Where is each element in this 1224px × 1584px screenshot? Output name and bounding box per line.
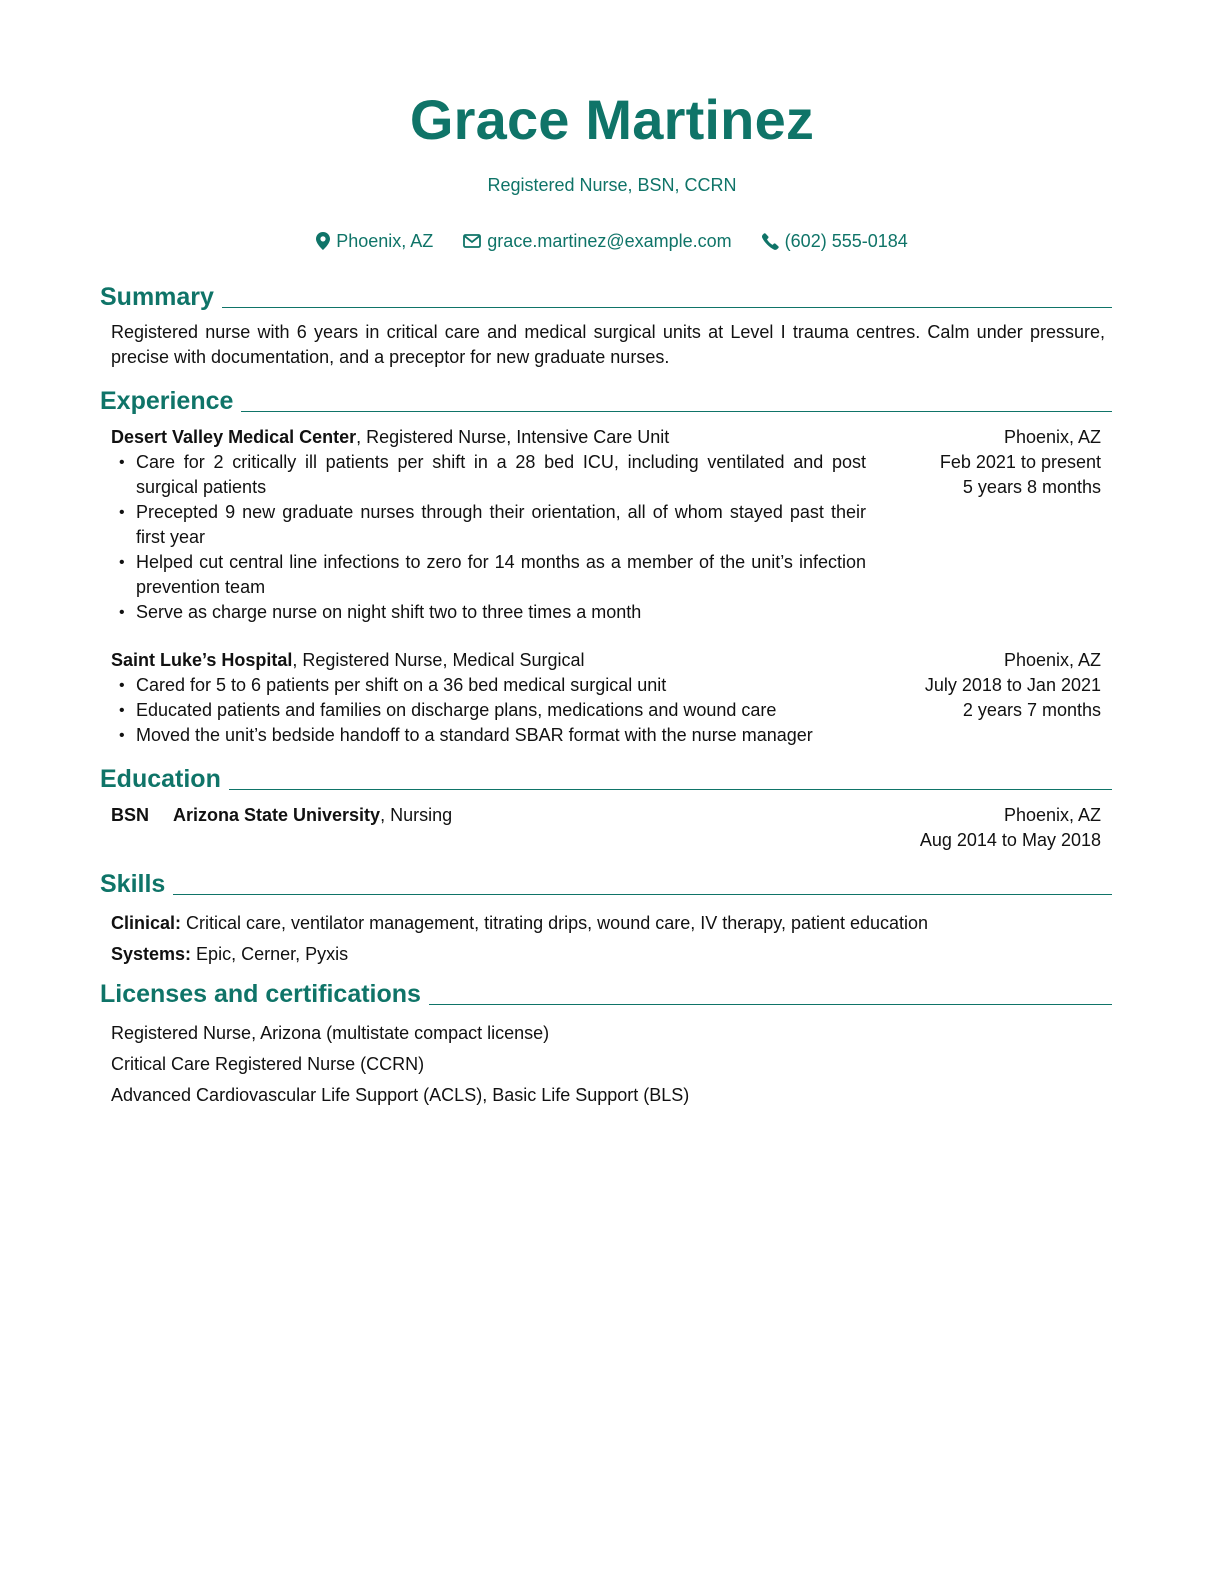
job-bullets [111,450,866,625]
experience-section-header [100,386,1112,416]
section-title-skills: Skills [100,870,166,898]
job-meta [925,648,1101,723]
contact-email[interactable] [463,229,731,253]
job-meta [940,425,1101,500]
list-item: Advanced Cardiovascular Life Support (ACLS), Basic Life Support (BLS) [111,1085,690,1105]
school-line [173,803,452,828]
section-title-summary: Summary [100,283,214,311]
list-item: • Educated patients and families on discharge plans, medications and wound care [111,698,866,723]
education-meta [920,803,1101,853]
section-title-experience: Experience [100,387,234,415]
contact-location [316,229,433,253]
envelope-icon [463,234,481,248]
skill-value: Epic, Cerner, Pyxis [191,944,349,964]
job-details [111,425,866,625]
school-name: Arizona State University [173,805,381,825]
licenses-section-header [100,979,1112,1009]
employer-name: Desert Valley Medical Center [111,427,357,447]
section-title-licenses: Licenses and certifications [100,980,421,1008]
job-title-line [111,648,866,673]
phone-link[interactable]: (602) 555-0184 [784,231,908,251]
list-item: • Helped cut central line infections to zero for 14 months as a member of the unit’s infection prevention team [111,550,866,600]
contact-bar [0,229,1224,253]
list-item: • Precepted 9 new graduate nurses through their orientation, all of whom stayed past their first year [111,500,866,550]
skill-row [111,908,1101,939]
section-divider [173,894,1112,895]
section-divider [222,307,1112,308]
skill-row [111,939,1101,970]
list-item: • Serve as charge nurse on night shift two to three times a month [111,600,866,625]
education-location: Phoenix, AZ [1003,805,1101,825]
location-text: Phoenix, AZ [336,231,434,251]
section-divider [241,411,1112,412]
contact-phone[interactable] [762,229,908,253]
job-role: , Registered Nurse, Intensive Care Unit [356,427,670,447]
job-location: Phoenix, AZ [1003,650,1101,670]
skills-section-header [100,869,1112,899]
job-location: Phoenix, AZ [1003,427,1101,447]
skill-label: Systems: [111,944,192,964]
skill-label: Clinical: [111,913,182,933]
job-role: , Registered Nurse, Medical Surgical [292,650,585,670]
list-item: Critical Care Registered Nurse (CCRN) [111,1054,425,1074]
list-item: • Moved the unit’s bedside handoff to a standard SBAR format with the nurse manager [111,723,866,748]
map-pin-icon [316,232,330,250]
phone-icon [762,233,779,250]
list-item: Registered Nurse, Arizona (multistate compact license) [111,1023,550,1043]
skill-value: Critical care, ventilator management, titrating drips, wound care, IV therapy, patient education [181,913,929,933]
list-item: • Cared for 5 to 6 patients per shift on a 36 bed medical surgical unit [111,673,866,698]
job-duration: 5 years 8 months [962,477,1101,497]
job-dates: Feb 2021 to present [939,452,1101,472]
job-title-line [111,425,866,450]
section-title-education: Education [100,765,221,793]
job-bullets [111,673,866,748]
candidate-headline: Registered Nurse, BSN, CCRN [487,175,737,195]
candidate-name: Grace Martinez [409,88,815,151]
job-dates: July 2018 to Jan 2021 [924,675,1101,695]
degree: BSN [111,805,150,825]
field-of-study: , Nursing [380,805,453,825]
email-link[interactable]: grace.martinez@example.com [487,231,732,251]
summary-text: Registered nurse with 6 years in critical care and medical surgical units at Level I trauma centres. Calm under pressure, precise with documentation, and a preceptor for new graduate nurses. [111,322,1105,367]
job-details [111,648,866,748]
list-item: • Care for 2 critically ill patients per shift in a 28 bed ICU, including ventilated and post surgical patients [111,450,866,500]
section-divider [429,1004,1112,1005]
education-dates: Aug 2014 to May 2018 [919,830,1101,850]
section-divider [229,789,1112,790]
education-section-header [100,764,1112,794]
employer-name: Saint Luke’s Hospital [111,650,293,670]
summary-section-header [100,282,1112,312]
licenses-list [111,1018,1101,1111]
job-duration: 2 years 7 months [962,700,1101,720]
skills-list [111,908,1101,970]
